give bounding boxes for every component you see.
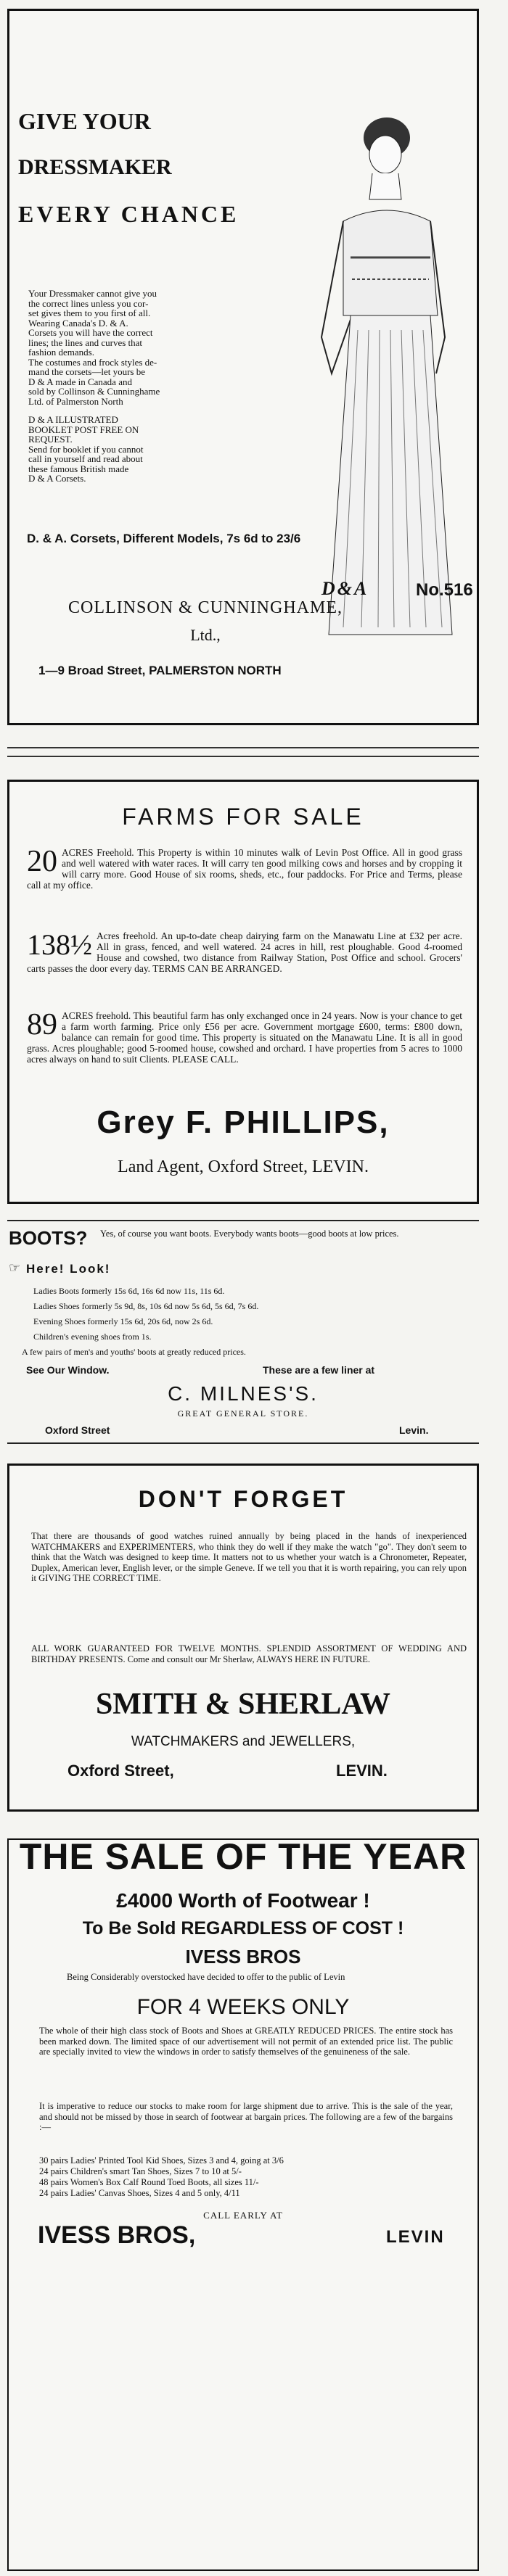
sale-sub1: £4000 Worth of Footwear !	[116, 1889, 370, 1912]
farm-listing: 89 ACRES freehold. This beautiful farm has only exchanged once in 24 years. Now is your chance to get a farm worth farming. Price only £56 per acre. Government mortgage £600, terms: £800 down, balance can remain for good time. This property is situated on the Manawatu Line. It is all in good grass. Acres ploughable; good 5-roomed house, cowshed and orchard. I have properties from 5 acres to 1000 acres always on hand to suit Clients. PLEASE CALL.	[27, 1008, 462, 1065]
shop-name: C. MILNES'S.	[168, 1382, 319, 1405]
farms-for-sale-ad	[7, 780, 479, 1204]
dress-woman-illustration	[300, 98, 481, 649]
column-rule	[7, 756, 479, 757]
weeks-only: FOR 4 WEEKS ONLY	[136, 1995, 350, 2019]
shop-street: Oxford Street	[45, 1424, 110, 1436]
boots-ad	[7, 1220, 479, 1444]
sale-body1: The whole of their high class stock of Boots and Shoes at GREATLY REDUCED PRICES. The entire stock has been marked down. The limited space of our advertisement will not permit of an extended price list. The public are specially invited to view the windows in order to satisfy themselves of the genuineness of the sale.	[39, 2026, 453, 2057]
pointing-hand-icon: ☞	[9, 1260, 21, 1275]
firm-street: Oxford Street,	[67, 1762, 174, 1780]
sale-body2: It is imperative to reduce our stocks to make room for large shipment due to arrive. This is the sale of the year, and should not be missed by those in search of footwear at bargain prices. The following are a few of the bargains :—	[39, 2101, 453, 2132]
boots-price-list: Ladies Boots formerly 15s 6d, 16s 6d now 11s, 11s 6d. Ladies Shoes formerly 5s 9d, 8s, 10s 6d now 5s 6d, 5s 6d, 7s 6d. Evening Shoes formerly 15s 6d, 20s 6d, now 2s 6d. Children's evening shoes from 1s. A few pairs of men's and youths' boots at greatly reduced prices.	[22, 1286, 259, 1357]
farm-listing: 20 ACRES Freehold. This Property is within 10 minutes walk of Levin Post Office. All in good grass and well watered with water races. It will carry ten good milking cows and horses and by cropping it will carry more. Good House of six rooms, sheds, etc., four paddocks. For Price and Terms, please call at my office.	[27, 845, 462, 891]
bargain-list: 30 pairs Ladies' Printed Tool Kid Shoes, Sizes 3 and 4, going at 3/6 24 pairs Children's smart Tan Shoes, Sizes 7 to 10 at 5/- 48 pairs Women's Box Calf Round Toed Boots, all sizes 11/- 24 pairs Ladies' Canvas Shoes, Sizes 4 and 5 only, 4/11	[39, 2155, 284, 2198]
firm-town: LEVIN.	[336, 1762, 388, 1780]
shop-subline: GREAT GENERAL STORE.	[177, 1408, 309, 1419]
model-number-label: No.516	[416, 580, 473, 600]
boots-intro: Yes, of course you want boots. Everybody wants boots—good boots at low prices.	[100, 1229, 399, 1239]
few-liner-label: These are a few liner at	[263, 1364, 375, 1376]
firm-top: IVESS BROS	[185, 1946, 301, 1968]
dont-forget-title: DON'T FORGET	[138, 1486, 348, 1512]
guarantee-text: ALL WORK GUARANTEED FOR TWELVE MONTHS. SPLENDID ASSORTMENT OF WEDDING AND BIRTHDAY PRESENTS. Come and consult our Mr Sherlaw, ALWAYS HERE IN FUTURE.	[31, 1643, 467, 1664]
company-name: COLLINSON & CUNNINGHAME,	[68, 598, 343, 617]
dressmaker-body: Your Dressmaker cannot give you the correct lines unless you cor- set gives them to you first of all. Wearing Canada's D. & A. Corsets you will have the correct lines; the lines and curves that fashion demands. The costumes and frock styles de- mand the corsets—let yours be D & A made in Canada and sold by Collinson & Cunninghame Ltd. of Palmerston North D & A ILLUSTRATED BOOKLET POST FREE ON REQUEST. Send for booklet if you cannot call in yourself and read about these famous British made D & A Corsets.	[28, 288, 160, 484]
sale-intro: Being Considerably overstocked have decided to offer to the public of Levin	[67, 1972, 345, 1982]
farm-listing: 138½ Acres freehold. An up-to-date cheap dairying farm on the Manawatu Line at £32 per acre. All in grass, fenced, and well watered. 24 acres in hill, rest ploughable. Good 4-roomed House and cowshed, two distance from Railway Station, Post Office and school. Grocers' carts passes the door every day. TERMS CAN BE ARRANGED.	[27, 928, 462, 974]
dressmaker-headline: GIVE YOUR DRESSMAKER EVERY CHANCE	[18, 108, 239, 227]
firm-bottom: IVESS BROS,	[38, 2221, 196, 2249]
watch-repair-body: That there are thousands of good watches ruined annually by being placed in the hands of inexperienced WATCHMAKERS and EXPERIMENTERS, who think they do well if they make the watch "go". They don't seem to think that the Watch was designed to keep time. It matters not to us whether your watch is a Chronometer, Repeater, Duplex, American lever, English lever, or the simple Geneve. If we tell you that it is worth repairing, you can rely upon it GIVING THE CORRECT TIME.	[31, 1531, 467, 1583]
firm-subline: WATCHMAKERS and JEWELLERS,	[131, 1734, 356, 1749]
farms-title: FARMS FOR SALE	[122, 804, 364, 830]
firm-name: SMITH & SHERLAW	[95, 1688, 391, 1721]
smith-sherlaw-ad	[7, 1464, 479, 1812]
see-window-label: See Our Window.	[26, 1364, 110, 1376]
model-signature: D&A	[321, 578, 369, 599]
boots-headline: BOOTS?	[9, 1227, 88, 1249]
ivess-bros-ad	[7, 1838, 479, 2571]
sale-sub2: To Be Sold REGARDLESS OF COST !	[82, 1918, 404, 1939]
look-label: Here! Look!	[26, 1262, 111, 1276]
company-ltd: Ltd.,	[190, 626, 221, 644]
town-bottom: LEVIN	[386, 2227, 445, 2247]
column-rule	[7, 747, 479, 748]
agent-subline: Land Agent, Oxford Street, LEVIN.	[118, 1157, 369, 1176]
company-address: 1—9 Broad Street, PALMERSTON NORTH	[38, 664, 282, 677]
shop-town: Levin.	[399, 1424, 429, 1436]
dressmaker-ad	[7, 9, 479, 725]
sale-title: THE SALE OF THE YEAR	[19, 1836, 467, 1877]
corset-price-line: D. & A. Corsets, Different Models, 7s 6d to 23/6	[27, 532, 301, 545]
call-early: CALL EARLY AT	[203, 2210, 283, 2221]
agent-name: Grey F. PHILLIPS,	[97, 1105, 390, 1140]
